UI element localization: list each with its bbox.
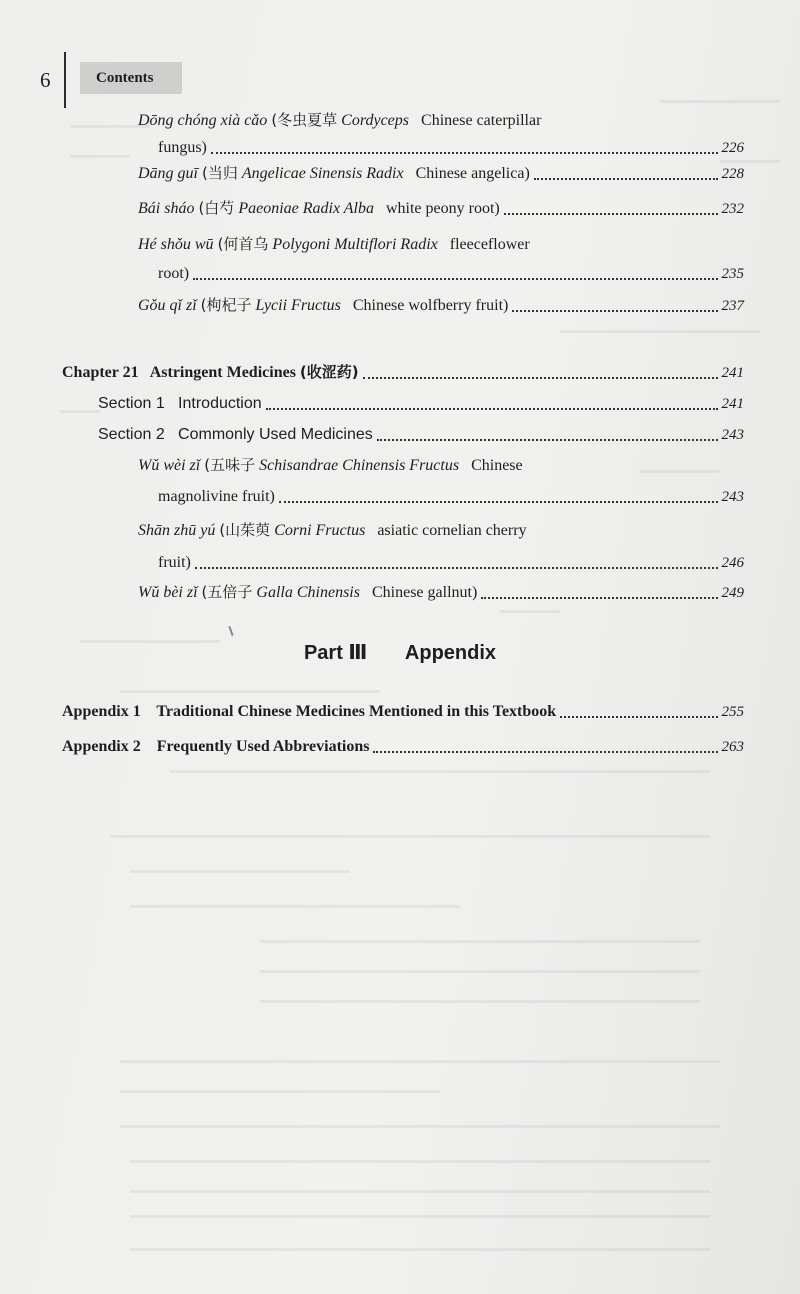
part-label: Part Ⅲ <box>303 642 368 664</box>
page-ref: 243 <box>721 427 744 443</box>
toc-entry-danggui <box>138 163 744 184</box>
toc-entry-wuweizi <box>138 455 523 476</box>
latin-name: Polygoni Multiflori Radix <box>272 236 438 253</box>
entry-text: fungus) <box>158 139 207 156</box>
latin-name: Angelicae Sinensis Radix <box>241 165 404 182</box>
pinyin: Dāng guī <box>138 165 198 182</box>
header-rule <box>64 52 66 108</box>
dot-leader <box>560 716 717 718</box>
dot-leader <box>512 310 717 312</box>
latin-name: Lycii Fructus <box>255 297 341 314</box>
dot-leader <box>266 408 718 410</box>
part-heading <box>0 640 800 665</box>
toc-chapter-21 <box>62 362 744 383</box>
dot-leader <box>195 567 718 569</box>
english-name: asiatic cornelian cherry <box>377 522 527 539</box>
english-name: Chinese angelica) <box>415 165 530 182</box>
chinese-name: (当归 <box>202 164 238 182</box>
dot-leader <box>193 278 717 280</box>
toc-section-1 <box>98 394 744 414</box>
latin-name: Galla Chinensis <box>256 584 360 601</box>
toc-entry-baishao <box>138 198 744 219</box>
section-title: Section 1 Introduction <box>98 395 262 412</box>
english-name: Chinese caterpillar <box>421 112 542 129</box>
toc-entry-shanzhuyu <box>138 520 527 541</box>
toc-entry-shanzhuyu-cont <box>158 553 744 573</box>
dot-leader <box>534 178 718 180</box>
appendix-title: Frequently Used Abbreviations <box>156 738 370 755</box>
pinyin: Dōng chóng xià cǎo <box>138 112 268 129</box>
page-ref: 246 <box>721 555 744 571</box>
page-ref: 241 <box>721 396 744 412</box>
page-ref: 237 <box>721 298 744 314</box>
toc-entry-dongchongxiacao <box>138 110 541 131</box>
toc-entry-wuweizi-cont <box>158 487 744 507</box>
running-head: Contents <box>80 62 182 94</box>
english-name: Chinese <box>471 457 523 474</box>
chapter-label: Chapter 21 <box>62 364 139 381</box>
dot-leader <box>363 377 718 379</box>
page-ref: 255 <box>721 704 744 720</box>
dot-leader <box>211 152 718 154</box>
chinese-name: (收涩药) <box>299 363 359 381</box>
chinese-name: (五味子 <box>204 456 256 474</box>
toc-entry-gouqizi <box>138 295 744 316</box>
chinese-name: (枸杞子 <box>200 296 252 314</box>
english-name: Chinese wolfberry fruit) <box>352 297 509 314</box>
print-mark <box>228 626 233 636</box>
pinyin: Bái sháo <box>138 200 195 217</box>
page-ref: 241 <box>721 365 744 381</box>
dot-leader <box>279 501 718 503</box>
page-ref: 235 <box>721 266 744 282</box>
entry-text: root) <box>158 265 190 282</box>
entry-text: fruit) <box>158 554 191 571</box>
pinyin: Gǒu qǐ zǐ <box>138 297 197 314</box>
chinese-name: (白芍 <box>198 199 235 217</box>
latin-name: Paeoniae Radix Alba <box>238 200 374 217</box>
part-title: Appendix <box>404 642 497 664</box>
english-name: fleeceflower <box>449 236 530 253</box>
appendix-label: Appendix 1 <box>62 703 141 720</box>
latin-name: Corni Fructus <box>274 522 366 539</box>
toc-entry-dongchongxiacao-cont <box>158 138 744 158</box>
page-number: 6 <box>40 68 51 92</box>
chapter-title: Astringent Medicines <box>149 364 296 381</box>
toc-entry-heshouwu <box>138 234 530 255</box>
dot-leader <box>504 213 718 215</box>
pinyin: Hé shǒu wū <box>138 236 214 253</box>
toc-section-2 <box>98 425 744 445</box>
english-name: Chinese gallnut) <box>371 584 478 601</box>
page-ref: 226 <box>721 140 744 156</box>
entry-text: magnolivine fruit) <box>158 488 275 505</box>
appendix-title: Traditional Chinese Medicines Mentioned in this Textbook <box>156 703 557 720</box>
toc-entry-wubeizi <box>138 582 744 603</box>
pinyin: Wǔ wèi zǐ <box>138 457 201 474</box>
page-ref: 243 <box>721 489 744 505</box>
latin-name: Schisandrae Chinensis Fructus <box>259 457 460 474</box>
english-name: white peony root) <box>385 200 500 217</box>
page-ref: 263 <box>721 739 744 755</box>
chinese-name: (何首乌 <box>217 235 269 253</box>
page-ref: 249 <box>721 585 744 601</box>
page-ref: 232 <box>721 201 744 217</box>
pinyin: Wǔ bèi zǐ <box>138 584 198 601</box>
toc-appendix-1 <box>62 702 744 722</box>
chinese-name: (山茱萸 <box>219 521 271 539</box>
toc-entry-heshouwu-cont <box>158 264 744 284</box>
pinyin: Shān zhū yú <box>138 522 216 539</box>
section-title: Section 2 Commonly Used Medicines <box>98 426 373 443</box>
dot-leader <box>377 439 718 441</box>
dot-leader <box>373 751 717 753</box>
toc-appendix-2 <box>62 737 744 757</box>
latin-name: Cordyceps <box>341 112 410 129</box>
chinese-name: (冬虫夏草 <box>271 111 338 129</box>
appendix-label: Appendix 2 <box>62 738 141 755</box>
page-ref: 228 <box>721 166 744 182</box>
dot-leader <box>481 597 717 599</box>
chinese-name: (五倍子 <box>201 583 253 601</box>
